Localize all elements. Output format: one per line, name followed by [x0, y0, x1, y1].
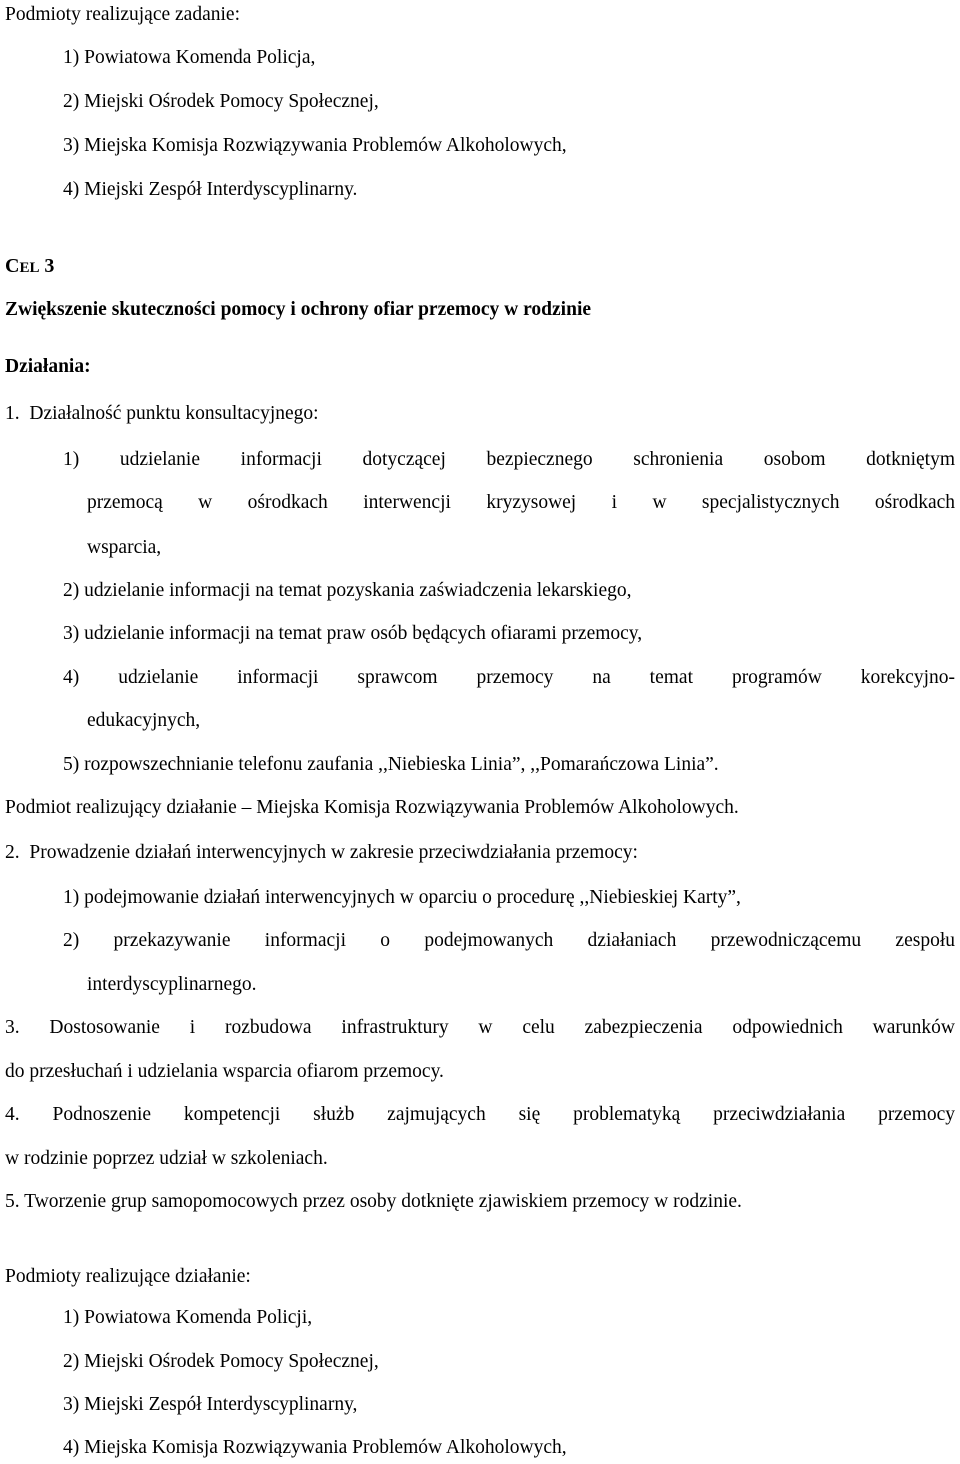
- action-1-item-2: 2) udzielanie informacji na temat pozyskania zaświadczenia lekarskiego,: [63, 580, 632, 601]
- action-3-line-1: 3. Dostosowanie i rozbudowa infrastruktury w celu zabezpieczenia odpowiednich warunków: [5, 1017, 955, 1038]
- action-1-item-4-line-2: edukacyjnych,: [87, 710, 201, 731]
- action-2-item-1: 1) podejmowanie działań interwencyjnych w oparciu o procedurę ,,Niebieskiej Karty”,: [63, 887, 741, 908]
- action-2-item-2-line-1: 2) przekazywanie informacji o podejmowanych działaniach przewodniczącemu zespołu: [63, 930, 955, 951]
- goal-label-rest: EL: [19, 260, 40, 276]
- goal-number: 3: [44, 255, 55, 277]
- outro-item-2: 2) Miejski Ośrodek Pomocy Społecznej,: [63, 1351, 379, 1372]
- action-2-item-2-line-2: interdyscyplinarnego.: [87, 974, 257, 995]
- intro-item-2: 2) Miejski Ośrodek Pomocy Społecznej,: [63, 91, 379, 112]
- goal-label: [5, 254, 54, 280]
- action-4-line-1: 4. Podnoszenie kompetencji służb zajmujących się problematyką przeciwdziałania przemocy: [5, 1104, 955, 1125]
- outro-item-4: 4) Miejska Komisja Rozwiązywania Problemów Alkoholowych,: [63, 1437, 567, 1458]
- actions-heading: Działania:: [5, 356, 91, 377]
- intro-item-1: 1) Powiatowa Komenda Policja,: [63, 47, 316, 68]
- action-1-title: 1. Działalność punktu konsultacyjnego:: [5, 403, 319, 424]
- action-1-item-1-line-1: 1) udzielanie informacji dotyczącej bezpiecznego schronienia osobom dotkniętym: [63, 449, 955, 470]
- action-3-line-2: do przesłuchań i udzielania wsparcia ofiarom przemocy.: [5, 1061, 444, 1082]
- action-1-item-3: 3) udzielanie informacji na temat praw osób będących ofiarami przemocy,: [63, 623, 643, 644]
- intro-heading: Podmioty realizujące zadanie:: [5, 4, 240, 25]
- action-1-responsible: Podmiot realizujący działanie – Miejska Komisja Rozwiązywania Problemów Alkoholowych.: [5, 797, 739, 818]
- action-2-title: 2. Prowadzenie działań interwencyjnych w zakresie przeciwdziałania przemocy:: [5, 842, 638, 863]
- action-1-item-1-line-2: przemocą w ośrodkach interwencji kryzysowej i w specjalistycznych ośrodkach: [87, 492, 955, 513]
- action-1-item-1-line-3: wsparcia,: [87, 537, 162, 558]
- action-1-item-5: 5) rozpowszechnianie telefonu zaufania ,,Niebieska Linia”, ,,Pomarańczowa Linia”.: [63, 754, 719, 775]
- intro-item-4: 4) Miejski Zespół Interdyscyplinarny.: [63, 179, 358, 200]
- action-1-item-4-line-1: 4) udzielanie informacji sprawcom przemocy na temat programów korekcyjno-: [63, 667, 955, 688]
- outro-item-3: 3) Miejski Zespół Interdyscyplinarny,: [63, 1394, 358, 1415]
- intro-item-3: 3) Miejska Komisja Rozwiązywania Problemów Alkoholowych,: [63, 135, 567, 156]
- action-4-line-2: w rodzinie poprzez udział w szkoleniach.: [5, 1148, 328, 1169]
- outro-item-1: 1) Powiatowa Komenda Policji,: [63, 1307, 313, 1328]
- goal-label-initial: C: [5, 255, 20, 277]
- outro-heading: Podmioty realizujące działanie:: [5, 1266, 251, 1287]
- action-5: 5. Tworzenie grup samopomocowych przez osoby dotknięte zjawiskiem przemocy w rodzinie.: [5, 1191, 742, 1212]
- goal-title: Zwiększenie skuteczności pomocy i ochrony ofiar przemocy w rodzinie: [5, 299, 592, 320]
